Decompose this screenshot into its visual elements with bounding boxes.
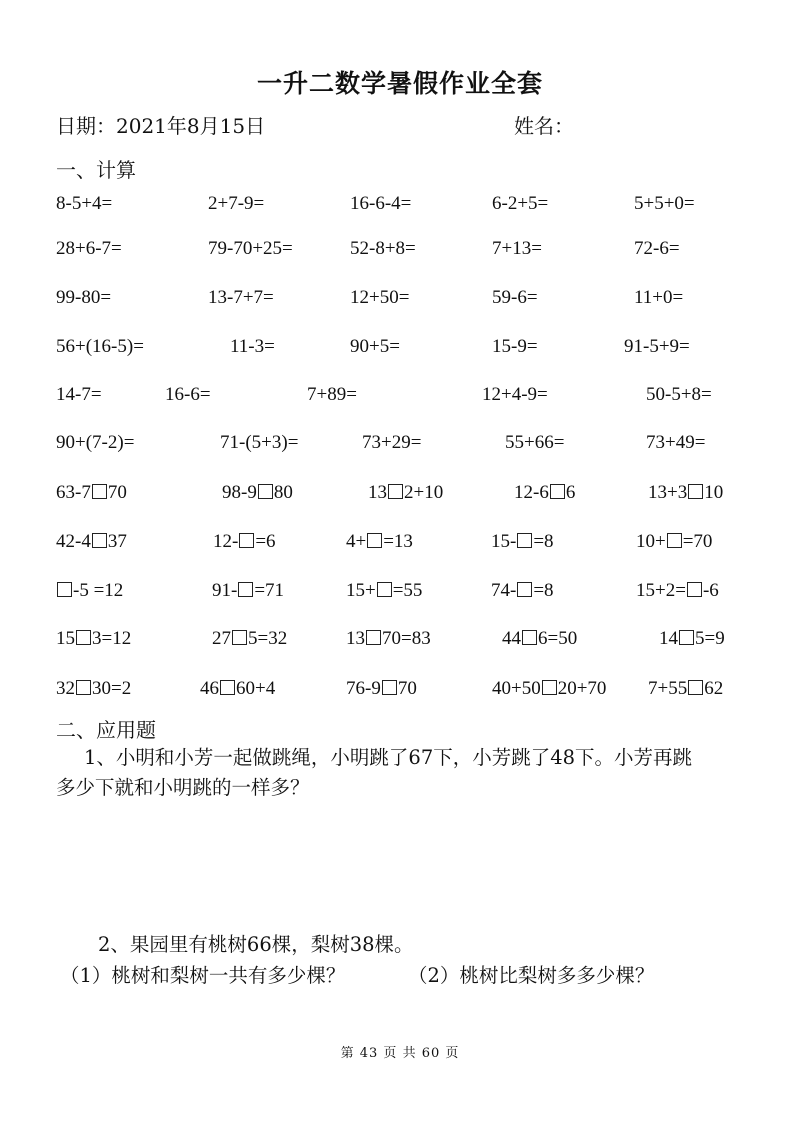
problem-right: 5=32 bbox=[248, 628, 288, 649]
arithmetic-problem: 55+66= bbox=[505, 432, 565, 453]
calc-row bbox=[0, 193, 800, 223]
problem-right: 6 bbox=[565, 482, 576, 503]
arithmetic-problem: 11+0= bbox=[634, 287, 684, 308]
problem-right: =13 bbox=[383, 531, 413, 552]
fill-blank-problem bbox=[636, 580, 719, 602]
problem-left: 15+2= bbox=[636, 580, 686, 601]
arithmetic-problem: 7+89= bbox=[307, 384, 357, 405]
answer-box[interactable] bbox=[382, 680, 397, 695]
answer-box[interactable] bbox=[388, 484, 403, 499]
problem-left: 10+ bbox=[636, 531, 666, 552]
question2-part1: （1）桃树和梨树一共有多少棵？ bbox=[60, 964, 346, 987]
fill-blank-problem bbox=[492, 678, 606, 700]
problem-left: 13 bbox=[346, 628, 365, 649]
problem-left: 46 bbox=[200, 678, 219, 699]
arithmetic-problem: 72-6= bbox=[634, 238, 680, 259]
arithmetic-problem: 15-9= bbox=[492, 336, 538, 357]
arithmetic-problem: 91-5+9= bbox=[624, 336, 690, 357]
fill-blank-problem bbox=[212, 628, 287, 650]
problem-left: 13+3 bbox=[648, 482, 688, 503]
page-footer: 第 43 页 共 60 页 bbox=[340, 1046, 460, 1061]
arithmetic-problem: 73+49= bbox=[646, 432, 706, 453]
answer-box[interactable] bbox=[92, 484, 107, 499]
problem-left: 98-9 bbox=[222, 482, 257, 503]
arithmetic-problem: 90+(7-2)= bbox=[56, 432, 135, 453]
problem-left: 12-6 bbox=[514, 482, 549, 503]
arithmetic-problem: 8-5+4= bbox=[56, 193, 113, 214]
problem-right: 70 bbox=[397, 678, 417, 699]
arithmetic-problem: 52-8+8= bbox=[350, 238, 416, 259]
problem-left: 14 bbox=[659, 628, 678, 649]
problem-left: 15+ bbox=[346, 580, 376, 601]
fill-blank-problem bbox=[636, 531, 712, 553]
problem-right: 62 bbox=[704, 678, 724, 699]
fill-blank-problem bbox=[56, 580, 123, 602]
problem-right: =70 bbox=[682, 531, 713, 552]
problem-left: 4+ bbox=[346, 531, 367, 552]
problem-right: =71 bbox=[254, 580, 285, 601]
arithmetic-problem: 99-80= bbox=[56, 287, 112, 308]
calc-row bbox=[0, 580, 800, 610]
problem-left: 15 bbox=[56, 628, 75, 649]
question1-line1: 1、小明和小芳一起做跳绳，小明跳了67下，小芳跳了48下。小芳再跳 bbox=[84, 746, 693, 769]
problem-right: =8 bbox=[533, 531, 554, 552]
fill-blank-problem bbox=[346, 580, 422, 602]
problem-right: 6=50 bbox=[538, 628, 578, 649]
fill-blank-problem bbox=[346, 628, 431, 650]
problem-right: -5 =12 bbox=[73, 580, 124, 601]
arithmetic-problem: 59-6= bbox=[492, 287, 538, 308]
section2-heading: 二、应用题 bbox=[56, 718, 156, 742]
question1-line2: 多少下就和小明跳的一样多？ bbox=[56, 776, 310, 799]
problem-left: 91- bbox=[212, 580, 238, 601]
fill-blank-problem bbox=[659, 628, 725, 650]
problem-right: 3=12 bbox=[92, 628, 132, 649]
problem-right: 5=9 bbox=[695, 628, 725, 649]
fill-blank-problem bbox=[502, 628, 577, 650]
calc-row bbox=[0, 531, 800, 561]
problem-left: 42-4 bbox=[56, 531, 91, 552]
document-title: 一升二数学暑假作业全套 bbox=[256, 69, 543, 98]
fill-blank-problem bbox=[222, 482, 293, 504]
fill-blank-problem bbox=[200, 678, 275, 700]
calc-row bbox=[0, 482, 800, 512]
problem-right: 70=83 bbox=[382, 628, 431, 649]
arithmetic-problem: 6-2+5= bbox=[492, 193, 549, 214]
arithmetic-problem: 2+7-9= bbox=[208, 193, 265, 214]
arithmetic-problem: 12+50= bbox=[350, 287, 410, 308]
arithmetic-problem: 11-3= bbox=[230, 336, 275, 357]
problem-right: 10 bbox=[704, 482, 724, 503]
arithmetic-problem: 71-(5+3)= bbox=[220, 432, 299, 453]
fill-blank-problem bbox=[56, 482, 127, 504]
arithmetic-problem: 50-5+8= bbox=[646, 384, 712, 405]
question2-part2: （2）桃树比梨树多多少棵？ bbox=[408, 964, 655, 987]
problem-right: 30=2 bbox=[92, 678, 132, 699]
problem-right: 2+10 bbox=[404, 482, 444, 503]
problem-right: =6 bbox=[255, 531, 276, 552]
name-label: 姓名： bbox=[514, 114, 574, 138]
fill-blank-problem bbox=[346, 531, 413, 553]
answer-box[interactable] bbox=[76, 630, 91, 645]
problem-left: 74- bbox=[491, 580, 517, 601]
problem-right: =8 bbox=[533, 580, 554, 601]
arithmetic-problem: 12+4-9= bbox=[482, 384, 548, 405]
problem-left: 76-9 bbox=[346, 678, 381, 699]
problem-right: 80 bbox=[273, 482, 293, 503]
problem-right: =55 bbox=[392, 580, 423, 601]
answer-box[interactable] bbox=[667, 533, 682, 548]
answer-box[interactable] bbox=[688, 484, 703, 499]
answer-box[interactable] bbox=[687, 582, 702, 597]
calc-row bbox=[0, 432, 800, 462]
calc-row bbox=[0, 238, 800, 268]
problem-right: 70 bbox=[107, 482, 127, 503]
fill-blank-problem bbox=[648, 678, 723, 700]
fill-blank-problem bbox=[56, 678, 131, 700]
fill-blank-problem bbox=[491, 580, 554, 602]
problem-left: 12- bbox=[213, 531, 239, 552]
arithmetic-problem: 7+13= bbox=[492, 238, 542, 259]
fill-blank-problem bbox=[346, 678, 417, 700]
answer-box[interactable] bbox=[679, 630, 694, 645]
problem-left: 63-7 bbox=[56, 482, 91, 503]
answer-box[interactable] bbox=[517, 582, 532, 597]
answer-box[interactable] bbox=[238, 582, 253, 597]
answer-box[interactable] bbox=[232, 630, 247, 645]
problem-left: 27 bbox=[212, 628, 231, 649]
fill-blank-problem bbox=[56, 531, 127, 553]
answer-box[interactable] bbox=[688, 680, 703, 695]
arithmetic-problem: 73+29= bbox=[362, 432, 422, 453]
answer-box[interactable] bbox=[220, 680, 235, 695]
fill-blank-problem bbox=[56, 628, 131, 650]
question2-text: 2、果园里有桃树66棵，梨树38棵。 bbox=[98, 933, 414, 956]
calc-row bbox=[0, 336, 800, 366]
fill-blank-problem bbox=[368, 482, 443, 504]
arithmetic-problem: 79-70+25= bbox=[208, 238, 293, 259]
arithmetic-problem: 56+(16-5)= bbox=[56, 336, 144, 357]
answer-box[interactable] bbox=[522, 630, 537, 645]
problem-right: -6 bbox=[702, 580, 719, 601]
arithmetic-problem: 28+6-7= bbox=[56, 238, 122, 259]
arithmetic-problem: 14-7= bbox=[56, 384, 102, 405]
calc-row bbox=[0, 287, 800, 317]
arithmetic-problem: 16-6-4= bbox=[350, 193, 412, 214]
answer-box[interactable] bbox=[57, 582, 72, 597]
fill-blank-problem bbox=[514, 482, 575, 504]
fill-blank-problem bbox=[212, 580, 284, 602]
fill-blank-problem bbox=[491, 531, 554, 553]
section1-heading: 一、计算 bbox=[56, 158, 136, 182]
problem-right: 37 bbox=[107, 531, 127, 552]
answer-box[interactable] bbox=[258, 484, 273, 499]
answer-box[interactable] bbox=[377, 582, 392, 597]
answer-box[interactable] bbox=[542, 680, 557, 695]
answer-box[interactable] bbox=[239, 533, 254, 548]
fill-blank-problem bbox=[213, 531, 276, 553]
arithmetic-problem: 16-6= bbox=[165, 384, 211, 405]
arithmetic-problem: 5+5+0= bbox=[634, 193, 695, 214]
problem-left: 32 bbox=[56, 678, 75, 699]
problem-left: 13 bbox=[368, 482, 387, 503]
problem-left: 15- bbox=[491, 531, 517, 552]
arithmetic-problem: 90+5= bbox=[350, 336, 400, 357]
calc-row bbox=[0, 628, 800, 658]
calc-row bbox=[0, 384, 800, 414]
answer-box[interactable] bbox=[367, 533, 382, 548]
arithmetic-problem: 13-7+7= bbox=[208, 287, 274, 308]
problem-right: 20+70 bbox=[557, 678, 607, 699]
problem-left: 7+55 bbox=[648, 678, 688, 699]
calc-row bbox=[0, 678, 800, 708]
answer-box[interactable] bbox=[76, 680, 91, 695]
problem-left: 40+50 bbox=[492, 678, 541, 699]
answer-box[interactable] bbox=[550, 484, 565, 499]
problem-right: 60+4 bbox=[236, 678, 276, 699]
answer-box[interactable] bbox=[517, 533, 532, 548]
problem-left: 44 bbox=[502, 628, 521, 649]
answer-box[interactable] bbox=[92, 533, 107, 548]
answer-box[interactable] bbox=[366, 630, 381, 645]
fill-blank-problem bbox=[648, 482, 723, 504]
date-label: 日期：2021年8月15日 bbox=[56, 114, 266, 138]
